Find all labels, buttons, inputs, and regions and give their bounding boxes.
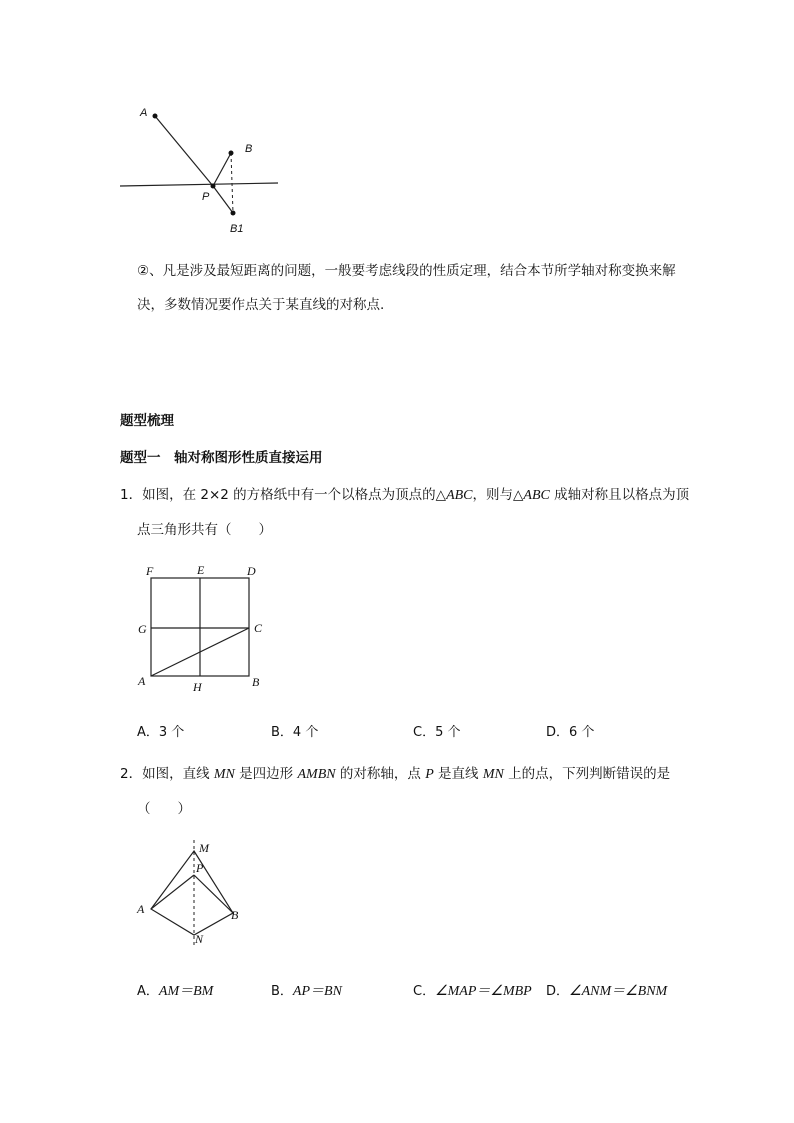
- point-b: [229, 151, 234, 156]
- note-paragraph: ②、凡是涉及最短距离的问题，一般要考虑线段的性质定理，结合本节所学轴对称变换来解决，多数情况要作点关于某直线的对称点.: [137, 263, 676, 313]
- question-2-text-c: 的对称轴，点: [335, 766, 426, 782]
- label-b: B: [231, 908, 239, 922]
- option-a-prefix: A．: [137, 984, 159, 999]
- label-g: G: [138, 622, 147, 636]
- option-b-prefix: B．: [271, 984, 293, 999]
- option-b-expr: AP＝BN: [292, 984, 342, 999]
- option-c-prefix: C．: [413, 984, 436, 999]
- question-1-text-a: 如图，在 2×2 的方格纸中有一个以格点为顶点的△: [142, 487, 447, 503]
- subsection-heading: 题型一 轴对称图形性质直接运用: [120, 450, 323, 466]
- question-1-abc2: ABC: [523, 488, 550, 503]
- option-c[interactable]: C．5 个: [413, 725, 461, 740]
- question-2-ambn: AMBN: [297, 767, 336, 782]
- label-e: E: [197, 563, 205, 577]
- segment-pb1: [213, 186, 233, 213]
- label-h: H: [193, 680, 202, 694]
- segment-ap: [155, 116, 213, 186]
- option-d[interactable]: [546, 980, 667, 1000]
- question-2-text-d: 是直线: [433, 766, 483, 782]
- question-1: [120, 478, 697, 547]
- question-1-number: 1．: [120, 487, 143, 503]
- label-b: B: [252, 675, 260, 689]
- label-c: C: [254, 621, 263, 635]
- option-d-expr: ∠ANM＝∠BNM: [569, 984, 668, 999]
- question-2-text-b: 是四边形: [234, 766, 298, 782]
- question-2-p: P: [425, 767, 434, 782]
- kite-figure: [130, 835, 260, 955]
- option-a[interactable]: [137, 980, 213, 1000]
- option-d[interactable]: D．6 个: [546, 725, 595, 740]
- question-1-options: [137, 721, 697, 741]
- question-1-text-c: 成轴对称且以格点为顶点三角形共有（ ）: [137, 487, 690, 538]
- point-p: [211, 184, 216, 189]
- question-2-text-a: 如图，直线: [142, 766, 214, 782]
- segment-pb: [213, 153, 231, 186]
- grid-figure: [130, 560, 280, 700]
- question-2-mn: MN: [213, 767, 235, 782]
- question-2-mn2: MN: [482, 767, 504, 782]
- label-a: A: [140, 107, 148, 119]
- option-b[interactable]: B．4 个: [271, 725, 319, 740]
- question-2-number: 2．: [120, 766, 143, 782]
- option-c[interactable]: [413, 980, 532, 1000]
- question-1-text-b: ，则与△: [472, 487, 524, 503]
- option-d-prefix: D．: [546, 984, 570, 999]
- label-d: D: [247, 564, 256, 578]
- question-1-abc: ABC: [446, 488, 473, 503]
- label-f: F: [146, 564, 154, 578]
- label-a: A: [138, 674, 146, 688]
- point-b1: [231, 211, 236, 216]
- label-m: M: [199, 841, 209, 855]
- kite-ambn: [151, 851, 233, 935]
- question-2-options: [137, 980, 697, 1000]
- segment-bp: [194, 875, 233, 913]
- section-heading: 题型梳理: [120, 413, 174, 429]
- option-b[interactable]: [271, 980, 342, 1000]
- option-c-expr: ∠MAP＝∠MBP: [435, 984, 532, 999]
- label-p: P: [196, 861, 204, 875]
- reference-line: [120, 183, 278, 186]
- label-n: N: [195, 932, 204, 946]
- question-2-text-e: 上的点，下列判断错误的是（ ）: [137, 766, 671, 817]
- label-b: B: [245, 143, 253, 155]
- option-a[interactable]: A．3 个: [137, 725, 185, 740]
- shortest-path-figure: [110, 100, 290, 240]
- option-a-expr: AM＝BM: [158, 984, 214, 999]
- label-b1: B1: [230, 223, 244, 235]
- question-2: [120, 757, 697, 826]
- label-p: P: [202, 191, 210, 203]
- dashed-bb1: [231, 153, 233, 213]
- point-a: [153, 114, 158, 119]
- label-a: A: [137, 902, 145, 916]
